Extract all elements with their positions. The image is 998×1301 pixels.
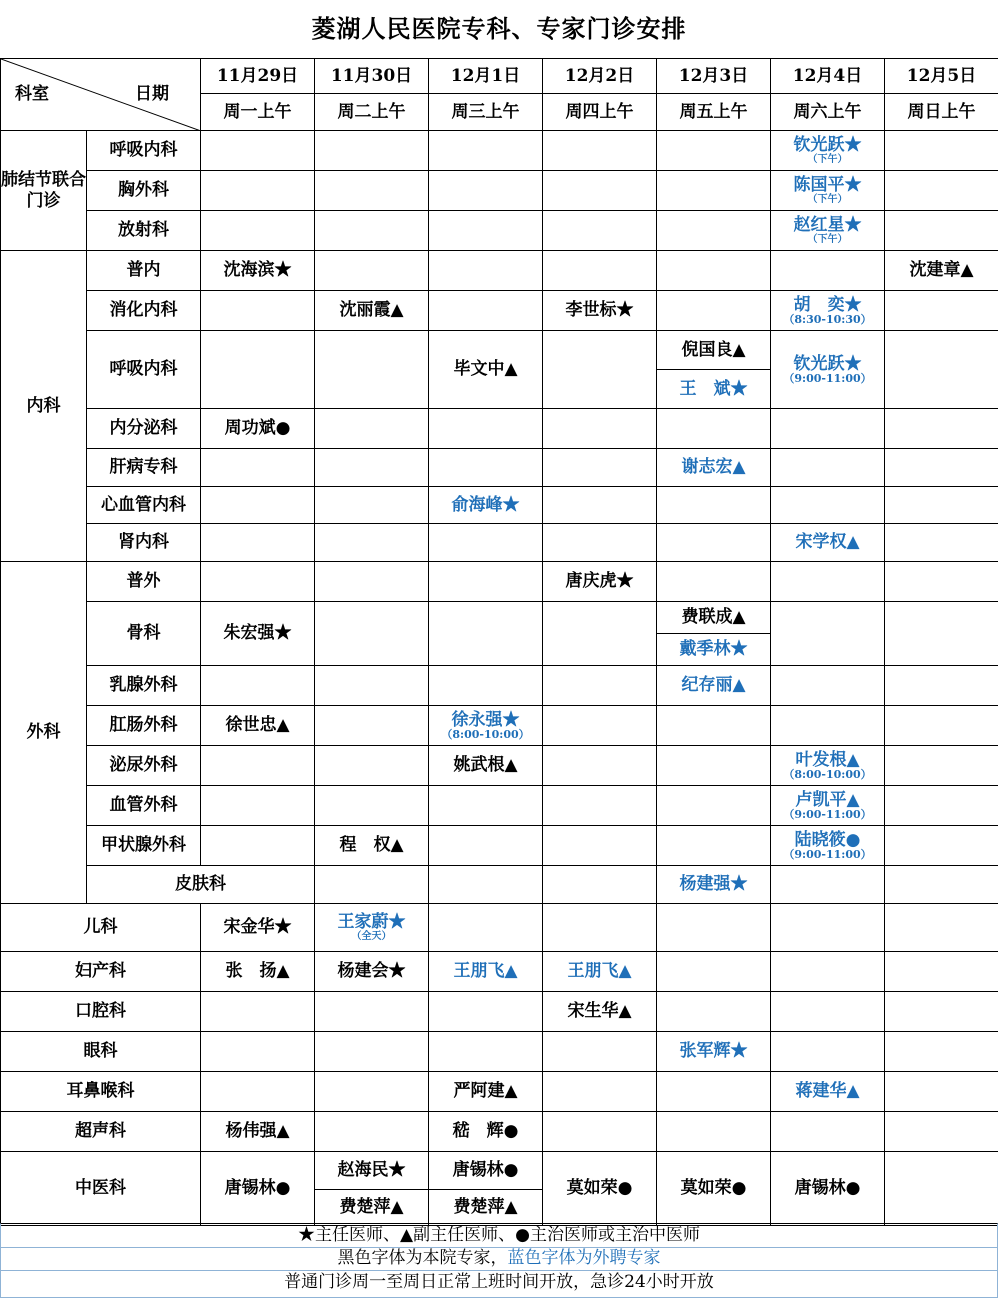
schedule-cell: 谢志宏▲ bbox=[657, 449, 771, 487]
schedule-cell: 张 扬▲ bbox=[201, 952, 315, 992]
day-sun: 周日上午 bbox=[885, 94, 998, 131]
schedule-cell: 戴季林★ bbox=[657, 634, 771, 666]
dept-label: 科室 bbox=[15, 84, 49, 104]
date-fri: 12月3日 bbox=[657, 59, 771, 94]
dept-dental: 口腔科 bbox=[1, 992, 201, 1032]
dept-liver: 肝病专科 bbox=[87, 449, 201, 487]
dept-lung-thorax: 胸外科 bbox=[87, 171, 201, 211]
dept-obgyn: 妇产科 bbox=[1, 952, 201, 992]
dept-gastro: 消化内科 bbox=[87, 291, 201, 331]
date-sat: 12月4日 bbox=[771, 59, 885, 94]
schedule-cell: 徐世忠▲ bbox=[201, 706, 315, 746]
schedule-cell: 杨建强★ bbox=[657, 866, 771, 904]
dept-urology: 泌尿外科 bbox=[87, 746, 201, 786]
schedule-cell: 张军辉★ bbox=[657, 1032, 771, 1072]
day-thu: 周四上午 bbox=[543, 94, 657, 131]
schedule-cell: 赵红星★ （下午） bbox=[771, 211, 885, 251]
schedule-cell: 宋生华▲ bbox=[543, 992, 657, 1032]
dept-lung-resp: 呼吸内科 bbox=[87, 131, 201, 171]
date-sun: 12月5日 bbox=[885, 59, 998, 94]
schedule-cell: 唐庆虎★ bbox=[543, 562, 657, 602]
schedule-cell: 杨建会★ bbox=[315, 952, 429, 992]
schedule-cell: 王 斌★ bbox=[657, 370, 771, 409]
schedule-cell: 嵇 辉● bbox=[429, 1112, 543, 1152]
schedule-cell: 李世标★ bbox=[543, 291, 657, 331]
date-tue: 11月30日 bbox=[315, 59, 429, 94]
schedule-cell: 王家蔚★ （全天） bbox=[315, 904, 429, 952]
schedule-cell: 朱宏强★ bbox=[201, 602, 315, 666]
schedule-table bbox=[0, 58, 998, 1226]
schedule-cell: 杨伟强▲ bbox=[201, 1112, 315, 1152]
dept-derm: 皮肤科 bbox=[87, 866, 315, 904]
dept-lung-radio: 放射科 bbox=[87, 211, 201, 251]
day-mon: 周一上午 bbox=[201, 94, 315, 131]
date-thu: 12月2日 bbox=[543, 59, 657, 94]
schedule-cell: 唐锡林● bbox=[771, 1152, 885, 1226]
schedule-cell: 周功斌● bbox=[201, 409, 315, 449]
legend-colors: 黑色字体为本院专家，蓝色字体为外聘专家 bbox=[0, 1247, 998, 1271]
schedule-cell: 卢凯平▲ （9:00-11:00） bbox=[771, 786, 885, 826]
schedule-cell: 唐锡林● bbox=[201, 1152, 315, 1226]
schedule-cell: 沈建章▲ bbox=[885, 251, 998, 291]
day-sat: 周六上午 bbox=[771, 94, 885, 131]
dept-ortho: 骨科 bbox=[87, 602, 201, 666]
schedule-cell: 叶发根▲ （8:00-10:00） bbox=[771, 746, 885, 786]
schedule-cell: 姚武根▲ bbox=[429, 746, 543, 786]
schedule-cell: 沈海滨★ bbox=[201, 251, 315, 291]
dept-nephro: 肾内科 bbox=[87, 524, 201, 562]
schedule-cell: 费楚萍▲ bbox=[315, 1190, 429, 1226]
schedule-cell: 莫如荣● bbox=[657, 1152, 771, 1226]
schedule-cell: 费楚萍▲ bbox=[429, 1190, 543, 1226]
day-fri: 周五上午 bbox=[657, 94, 771, 131]
group-internal: 内科 bbox=[1, 251, 87, 562]
schedule-cell: 莫如荣● bbox=[543, 1152, 657, 1226]
day-tue: 周二上午 bbox=[315, 94, 429, 131]
dept-gen-int: 普内 bbox=[87, 251, 201, 291]
group-surgery: 外科 bbox=[1, 562, 87, 904]
page-title: 菱湖人民医院专科、专家门诊安排 bbox=[311, 14, 687, 43]
schedule-cell: 唐锡林● bbox=[429, 1152, 543, 1190]
legend-symbols: ★主任医师、▲副主任医师、●主治医师或主治中医师 bbox=[0, 1223, 998, 1248]
schedule-cell: 陈国平★ （下午） bbox=[771, 171, 885, 211]
schedule-cell: 胡 奕★ （8:30-10:30） bbox=[771, 291, 885, 331]
schedule-cell: 毕文中▲ bbox=[429, 331, 543, 409]
schedule-cell: 严阿建▲ bbox=[429, 1072, 543, 1112]
schedule-cell: 沈丽霞▲ bbox=[315, 291, 429, 331]
header-corner bbox=[1, 59, 201, 131]
dept-colorectal: 肛肠外科 bbox=[87, 706, 201, 746]
dept-ent: 耳鼻喉科 bbox=[1, 1072, 201, 1112]
schedule-cell: 宋学权▲ bbox=[771, 524, 885, 562]
schedule-cell: 俞海峰★ bbox=[429, 487, 543, 524]
schedule-cell: 宋金华★ bbox=[201, 904, 315, 952]
schedule-cell: 王朋飞▲ bbox=[429, 952, 543, 992]
dept-cardio: 心血管内科 bbox=[87, 487, 201, 524]
schedule-cell: 蒋建华▲ bbox=[771, 1072, 885, 1112]
schedule-cell: 徐永强★ （8:00-10:00） bbox=[429, 706, 543, 746]
legend-hours: 普通门诊周一至周日正常上班时间开放，急诊24小时开放 bbox=[0, 1271, 998, 1298]
dept-endo: 内分泌科 bbox=[87, 409, 201, 449]
schedule-cell: 陆晓筱● （9:00-11:00） bbox=[771, 826, 885, 866]
dept-tcm: 中医科 bbox=[1, 1152, 201, 1226]
schedule-cell: 倪国良▲ bbox=[657, 331, 771, 370]
dept-ultra: 超声科 bbox=[1, 1112, 201, 1152]
schedule-cell: 钦光跃★ （下午） bbox=[771, 131, 885, 171]
schedule-cell: 王朋飞▲ bbox=[543, 952, 657, 992]
dept-vascular: 血管外科 bbox=[87, 786, 201, 826]
dept-gen-surg: 普外 bbox=[87, 562, 201, 602]
schedule-cell: 费联成▲ bbox=[657, 602, 771, 634]
dept-peds: 儿科 bbox=[1, 904, 201, 952]
group-lung-nodule: 肺结节联合门诊 bbox=[1, 131, 87, 251]
schedule-cell: 赵海民★ bbox=[315, 1152, 429, 1190]
dept-thyroid: 甲状腺外科 bbox=[87, 826, 201, 866]
date-label: 日期 bbox=[135, 84, 169, 104]
day-wed: 周三上午 bbox=[429, 94, 543, 131]
schedule-cell: 纪存丽▲ bbox=[657, 666, 771, 706]
dept-eye: 眼科 bbox=[1, 1032, 201, 1072]
dept-breast: 乳腺外科 bbox=[87, 666, 201, 706]
schedule-cell: 程 权▲ bbox=[315, 826, 429, 866]
date-wed: 12月1日 bbox=[429, 59, 543, 94]
schedule-cell: 钦光跃★ （9:00-11:00） bbox=[771, 331, 885, 409]
date-mon: 11月29日 bbox=[201, 59, 315, 94]
dept-resp: 呼吸内科 bbox=[87, 331, 201, 409]
